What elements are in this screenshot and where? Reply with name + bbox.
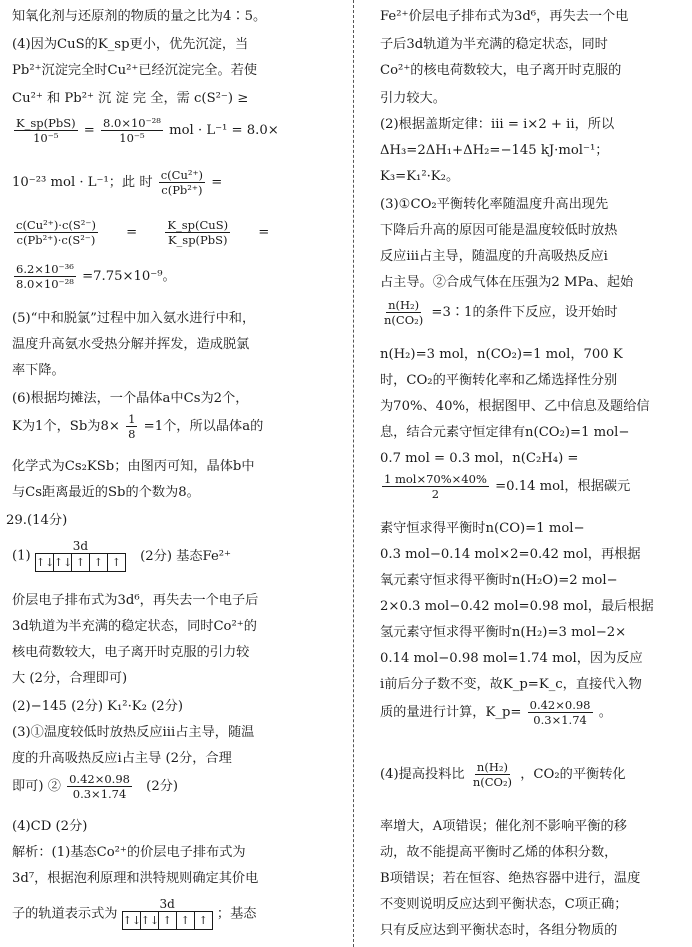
text-line: (4)因为CuS的K_sp更小，优先沉淀，当 xyxy=(12,37,249,52)
text-line: 下降后升高的原因可能是温度较低时放热 xyxy=(380,223,618,238)
text-line: 化学式为Cs₂KSb；由图丙可知，晶体b中 xyxy=(12,459,255,474)
fraction: $\frac{0.42\times 0.98}{0.3\times 1.74}$ xyxy=(529,698,591,727)
text-line: 反应iii占主导，随温度的升高吸热反应i xyxy=(380,249,608,264)
fraction: $\frac{\text{c(Cu²⁺)·c(S²⁻)}}{\text{c(Pb²⁺)·c(S²⁻)}}$ xyxy=(16,218,96,247)
text-line: 温度升高氨水受热分解并挥发，造成脱氯 xyxy=(12,337,250,352)
text-line: Fe²⁺价层电子排布式为3d⁶，再失去一个电 xyxy=(380,9,629,24)
text-line: 大 (2分，合理即可) xyxy=(12,671,128,686)
formula-line: K为1个，Sb为8× $\frac{1}{8}$ =1个，所以晶体a的 xyxy=(12,412,264,441)
text-line: 氧元素守恒求得平衡时n(H₂O)=2 mol− xyxy=(380,573,618,588)
text-line: 氢元素守恒求得平衡时n(H₂)=3 mol−2× xyxy=(380,625,627,640)
text-line: 知氧化剂与还原剂的物质的量之比为4∶5。 xyxy=(12,9,267,24)
orbital-line: (1) 3d ↑↓ ↑↓ ↑ ↑ ↑ (2分) 基态Fe²⁺ xyxy=(12,540,231,572)
text-line: ΔH₃=2ΔH₁+ΔH₂=−145 kJ·mol⁻¹； xyxy=(380,143,609,158)
text-line: 素守恒求得平衡时n(CO)=1 mol− xyxy=(380,521,585,536)
fraction: $\frac{\text{n(H₂)}}{\text{n(CO₂)}}$ xyxy=(472,760,513,789)
fraction: $\frac{\text{c(Cu²⁺)}}{\text{c(Pb²⁺)}}$ xyxy=(160,168,204,197)
text-line: 只有反应达到平衡状态时，各组分物质的 xyxy=(380,923,618,938)
text-line: (3)①温度较低时放热反应iii占主导，随温 xyxy=(12,725,255,740)
text-line: (2)−145 (2分) K₁²·K₂ (2分) xyxy=(12,699,183,714)
formula-line: $\frac{\text{1 mol×70\%×40\%}}{2}$ =0.14 mol，根据碳元 xyxy=(384,472,631,501)
column-divider xyxy=(353,0,354,947)
orbital-box: ↑ xyxy=(177,912,195,929)
orbital-box: ↑ xyxy=(159,912,177,929)
text-line: 动，故不能提高平衡时乙烯的体积分数， xyxy=(380,845,618,860)
text-line: 率增大，A项错误；催化剂不影响平衡的移 xyxy=(380,819,627,834)
text-line: 率下降。 xyxy=(12,363,65,378)
text-line: 息，结合元素守恒定律有n(CO₂)=1 mol− xyxy=(380,425,630,440)
text-line: K₃=K₁²·K₂。 xyxy=(380,169,460,184)
fraction: $\frac{\text{6.2×10⁻³⁶}}{\text{8.0×10⁻²⁸}}$ xyxy=(16,262,74,291)
orbital-box: ↑ xyxy=(90,554,108,571)
text-line: n(H₂)=3 mol，n(CO₂)=1 mol，700 K xyxy=(380,347,623,362)
formula-line: $\frac{\text{c(Cu²⁺)·c(S²⁻)}}{\text{c(Pb²⁺)·c(S²⁻)}}$ = $\frac{\text{K\_sp(CuS)}}{\text{K\_sp(PbS)}}$ = xyxy=(16,218,270,247)
text-line: Co²⁺的核电荷数较大，电子离开时克服的 xyxy=(380,63,622,78)
text-line: 为70%、40%，根据图甲、乙中信息及题给信 xyxy=(380,399,650,414)
text-line: 3d轨道为半充满的稳定状态，同时Co²⁺的 xyxy=(12,619,257,634)
text-line: 解析：(1)基态Co²⁺的价层电子排布式为 xyxy=(12,845,246,860)
fraction: $\frac{\text{8.0×10⁻²⁸}}{\text{10⁻⁵}}$ xyxy=(103,116,161,145)
text-line: 度的升高吸热反应i占主导 (2分，合理 xyxy=(12,751,232,766)
text-line: (5)“中和脱氯”过程中加入氨水进行中和， xyxy=(12,311,256,326)
fraction: $\frac{\text{K\_sp(PbS)}}{\text{10⁻⁵}}$ xyxy=(16,116,76,145)
text-line: 核电荷数较大，电子离开时克服的引力较 xyxy=(12,645,250,660)
formula-line: $\frac{\text{n(H₂)}}{\text{n(CO₂)}}$ =3∶1的条件下反应，设开始时 xyxy=(384,298,618,327)
formula-line: 质的量进行计算，K_p= $\frac{0.42\times 0.98}{0.3\times 1.74}$ 。 xyxy=(380,698,612,727)
orbital-diagram: 3d ↑↓ ↑↓ ↑ ↑ ↑ xyxy=(122,898,213,930)
text-line: 子后3d轨道为半充满的稳定状态，同时 xyxy=(380,37,608,52)
formula-line: 即可) ② $\frac{0.42\times 0.98}{0.3\times 1.74}$ (2分) xyxy=(12,772,179,801)
orbital-box: ↑ xyxy=(72,554,90,571)
text-line: (3)①CO₂平衡转化率随温度升高出现先 xyxy=(380,197,609,212)
text-line: 3d⁷，根据泡利原理和洪特规则确定其价电 xyxy=(12,871,259,886)
orbital-diagram: 3d ↑↓ ↑↓ ↑ ↑ ↑ xyxy=(35,540,126,572)
fraction: $\frac{\text{K\_sp(CuS)}}{\text{K\_sp(PbS)}}$ xyxy=(167,218,229,247)
text-line: 0.14 mol−0.98 mol=1.74 mol，因为反应 xyxy=(380,651,643,666)
text-line: 时，CO₂的平衡转化率和乙烯选择性分别 xyxy=(380,373,618,388)
text-line: 2×0.3 mol−0.42 mol=0.98 mol，最后根据 xyxy=(380,599,654,614)
fraction: $\frac{\text{1 mol×70\%×40\%}}{2}$ xyxy=(384,472,487,501)
formula-line: $\frac{\text{K\_sp(PbS)}}{\text{10⁻⁵}}$ = $\frac{\text{8.0×10⁻²⁸}}{\text{10⁻⁵}}$ mol · L⁻¹ = 8.0× xyxy=(16,116,279,145)
orbital-box: ↑↓ xyxy=(35,556,55,569)
fraction: $\frac{1}{8}$ xyxy=(128,412,136,441)
text-line: 与Cs距离最近的Sb的个数为8。 xyxy=(12,485,200,500)
formula-line: 10⁻²³ mol · L⁻¹；此 时 $\frac{\text{c(Cu²⁺)}}{\text{c(Pb²⁺)}}$ = xyxy=(12,168,223,197)
orbital-box: ↑↓ xyxy=(122,914,142,927)
formula-line: $\frac{\text{6.2×10⁻³⁶}}{\text{8.0×10⁻²⁸}}$ =7.75×10⁻⁹。 xyxy=(16,262,176,291)
text-line: (6)根据均摊法，一个晶体a中Cs为2个， xyxy=(12,391,249,406)
orbital-box: ↑ xyxy=(198,914,208,927)
formula-line: (4)提高投料比 $\frac{\text{n(H₂)}}{\text{n(CO₂)}}$ ，CO₂的平衡转化 xyxy=(380,760,626,789)
orbital-box: ↑↓ xyxy=(53,556,73,569)
text-line: i前后分子数不变，故K_p=K_c，直接代入物 xyxy=(380,677,642,692)
text-line: 价层电子排布式为3d⁶，再失去一个电子后 xyxy=(12,593,259,608)
text-line: (4)CD (2分) xyxy=(12,819,88,834)
text-line: (2)根据盖斯定律：iii = i×2 + ii，所以 xyxy=(380,117,615,132)
text-line: 引力较大。 xyxy=(380,91,446,106)
question-heading: 29.(14分) xyxy=(6,513,68,528)
text-line: Pb²⁺沉淀完全时Cu²⁺已经沉淀完全。若使 xyxy=(12,63,258,78)
orbital-line: 子的轨道表示式为 3d ↑↓ ↑↓ ↑ ↑ ↑ ；基态 xyxy=(12,898,256,930)
text-line: Cu²⁺ 和 Pb²⁺ 沉 淀 完 全，需 c(S²⁻) ≥ xyxy=(12,91,249,106)
fraction: $\frac{\text{n(H₂)}}{\text{n(CO₂)}}$ xyxy=(384,298,424,327)
orbital-box: ↑↓ xyxy=(140,914,160,927)
text-line: 0.7 mol = 0.3 mol，n(C₂H₄) = xyxy=(380,451,579,466)
text-line: 占主导。②合成气体在压强为2 MPa、起始 xyxy=(380,275,634,290)
text-line: 0.3 mol−0.14 mol×2=0.42 mol，再根据 xyxy=(380,547,641,562)
text-line: B项错误；若在恒容、绝热容器中进行，温度 xyxy=(380,871,641,886)
fraction: $\frac{0.42\times 0.98}{0.3\times 1.74}$ xyxy=(69,772,130,801)
text-line: 不变则说明反应达到平衡状态，C项正确； xyxy=(380,897,628,912)
orbital-box: ↑ xyxy=(111,556,121,569)
